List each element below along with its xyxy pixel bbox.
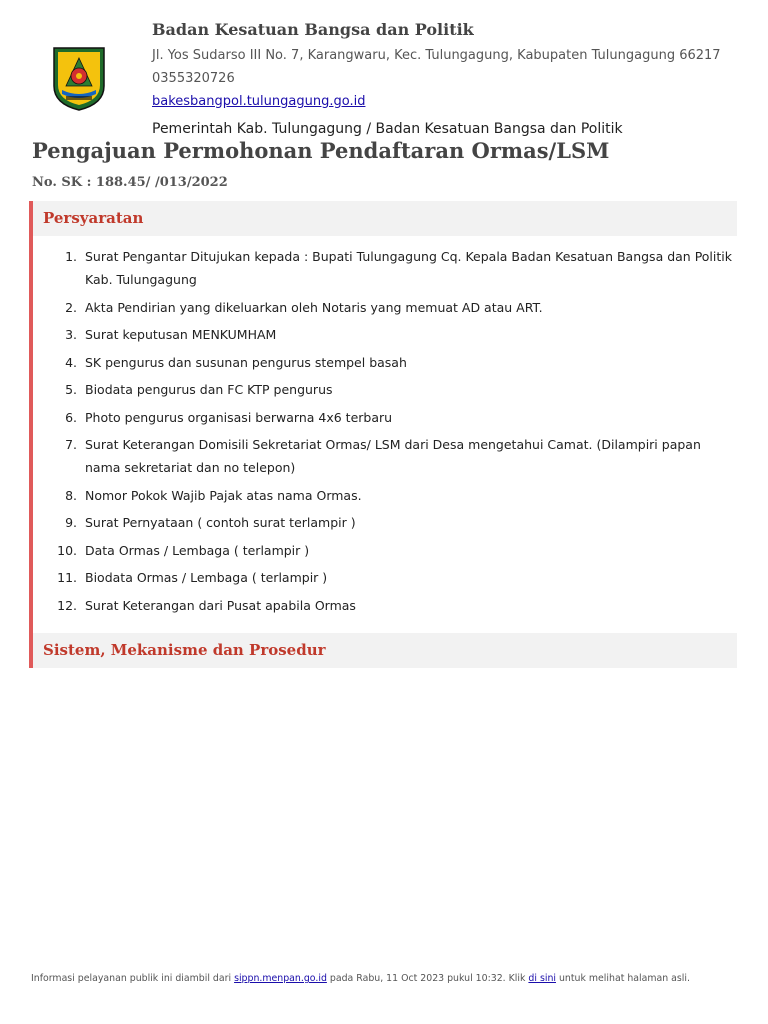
organization-address: Jl. Yos Sudarso III No. 7, Karangwaru, Kec. Tulungagung, Kabupaten Tulungagung 66217 <box>152 48 721 63</box>
list-item: 1. Surat Pengantar Ditujukan kepada : Bupati Tulungagung Cq. Kepala Badan Kesatuan Bangsa dan Politik Kab. Tulungagung <box>81 245 737 291</box>
list-item: 12. Surat Keterangan dari Pusat apabila Ormas <box>81 594 737 617</box>
breadcrumb: Pemerintah Kab. Tulungagung / Badan Kesatuan Bangsa dan Politik <box>152 121 623 137</box>
list-item: 8. Nomor Pokok Wajib Pajak atas nama Ormas. <box>81 484 737 507</box>
procedure-heading: Sistem, Mekanisme dan Prosedur <box>33 633 737 668</box>
footer-suffix: untuk melihat halaman asli. <box>558 973 691 984</box>
list-item: 11. Biodata Ormas / Lembaga ( terlampir ) <box>81 566 737 589</box>
sk-number: No. SK : 188.45/ /013/2022 <box>32 175 228 190</box>
list-item: 5. Biodata pengurus dan FC KTP pengurus <box>81 378 737 401</box>
list-item: 2. Akta Pendirian yang dikeluarkan oleh Notaris yang memuat AD atau ART. <box>81 296 737 319</box>
requirements-list <box>33 245 737 621</box>
service-details-section <box>29 201 737 668</box>
list-item: 4. SK pengurus dan susunan pengurus stempel basah <box>81 351 737 374</box>
regency-emblem-logo <box>52 46 106 112</box>
list-item: 10. Data Ormas / Lembaga ( terlampir ) <box>81 539 737 562</box>
original-page-link[interactable]: di sini <box>528 973 556 984</box>
organization-phone: 0355320726 <box>152 71 235 86</box>
list-item: 9. Surat Pernyataan ( contoh surat terlampir ) <box>81 511 737 534</box>
list-item: 3. Surat keputusan MENKUMHAM <box>81 323 737 346</box>
organization-website-link[interactable]: bakesbangpol.tulungagung.go.id <box>152 94 366 109</box>
footer-middle: pada Rabu, 11 Oct 2023 pukul 10:32. Klik <box>329 973 526 984</box>
list-item: 7. Surat Keterangan Domisili Sekretariat Ormas/ LSM dari Desa mengetahui Camat. (Dilampiri papan nama sekretariat dan no telepon) <box>81 433 737 479</box>
footer-prefix: Informasi pelayanan publik ini diambil dari <box>31 973 232 984</box>
source-link[interactable]: sippn.menpan.go.id <box>234 973 327 984</box>
page-title: Pengajuan Permohonan Pendaftaran Ormas/LSM <box>32 138 610 163</box>
list-item: 6. Photo pengurus organisasi berwarna 4x6 terbaru <box>81 406 737 429</box>
organization-name: Badan Kesatuan Bangsa dan Politik <box>152 20 474 39</box>
footer-note <box>31 973 751 984</box>
requirements-heading: Persyaratan <box>33 201 737 236</box>
